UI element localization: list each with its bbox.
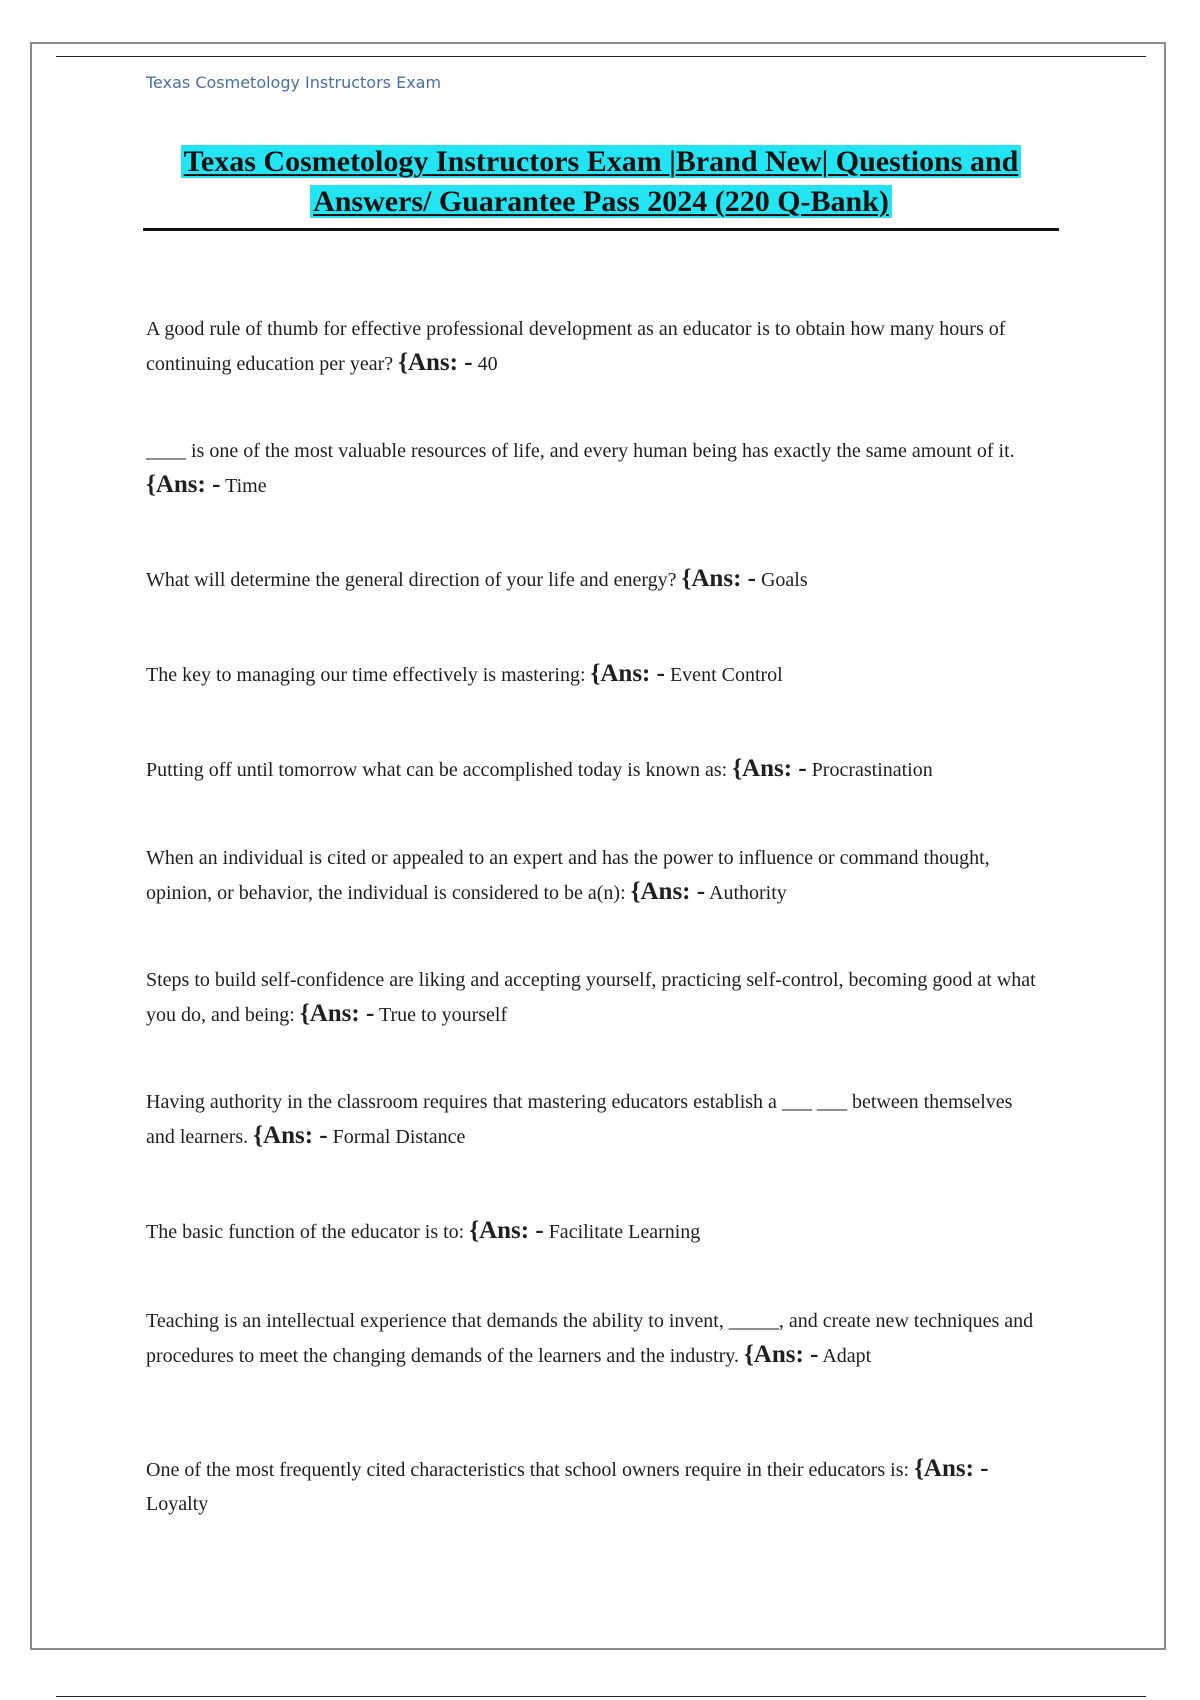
qa-item (146, 434, 1046, 503)
answer-text: Loyalty (146, 1493, 209, 1515)
question-text: Teaching is an intellectual experience that demands the ability to invent, _____, and create new techniques and procedures to meet the changing demands of the learners and the industry. (146, 1310, 1034, 1367)
answer-text: Event Control (669, 664, 783, 686)
answer-marker: {Ans: - (732, 755, 807, 782)
answer-text: Time (225, 475, 267, 497)
qa-item (146, 963, 1046, 1032)
answer-text: Goals (760, 569, 808, 591)
answer-marker: {Ans: - (681, 565, 756, 592)
answer-text: Procrastination (811, 759, 933, 781)
question-text: The key to managing our time effectively is mastering: (146, 664, 586, 686)
question-text: Steps to build self-confidence are liking and accepting yourself, practicing self-control, becoming good at what you do, and being: (146, 969, 1036, 1026)
question-text: The basic function of the educator is to: (146, 1221, 465, 1243)
answer-marker: {Ans: - (590, 660, 665, 687)
answer-marker: {Ans: - (914, 1455, 989, 1482)
question-text: ____ is one of the most valuable resources of life, and every human being has exactly the same amount of it. (146, 440, 1015, 462)
answer-text: Formal Distance (332, 1126, 466, 1148)
qa-item (146, 1304, 1046, 1373)
top-rule (56, 56, 1146, 57)
answer-text: Adapt (822, 1345, 872, 1367)
question-text: What will determine the general direction of your life and energy? (146, 569, 677, 591)
qa-item (146, 1452, 1046, 1521)
answer-marker: {Ans: - (469, 1217, 544, 1244)
running-header: Texas Cosmetology Instructors Exam (146, 73, 442, 92)
question-text: One of the most frequently cited characteristics that school owners require in their educators is: (146, 1459, 910, 1481)
answer-marker: {Ans: - (398, 349, 473, 376)
answer-marker: {Ans: - (146, 471, 221, 498)
qa-item (146, 312, 1046, 381)
answer-text: Authority (709, 882, 787, 904)
question-text: Having authority in the classroom requires that mastering educators establish a ___ ___ between themselves and learners. (146, 1091, 1013, 1148)
answer-text: True to yourself (378, 1004, 508, 1026)
qa-item (146, 562, 1046, 597)
document-title (143, 142, 1059, 222)
answer-text: Facilitate Learning (548, 1221, 701, 1243)
answer-marker: {Ans: - (299, 1000, 375, 1027)
title-line-1: Texas Cosmetology Instructors Exam |Brand New| Questions and (181, 145, 1022, 178)
answer-marker: {Ans: - (253, 1122, 328, 1149)
question-text: Putting off until tomorrow what can be accomplished today is known as: (146, 759, 728, 781)
bottom-rule (56, 1696, 1146, 1697)
qa-item (146, 657, 1046, 692)
title-rule (143, 228, 1059, 231)
qa-item (146, 752, 1046, 787)
question-text: When an individual is cited or appealed to an expert and has the power to influence or command thought, opinion, or behavior, the individual is considered to be a(n): (146, 847, 990, 904)
qa-item (146, 1085, 1046, 1154)
question-text: A good rule of thumb for effective professional development as an educator is to obtain how many hours of continuing education per year? (146, 318, 1006, 375)
answer-text: 40 (477, 353, 498, 375)
title-line-2: Answers/ Guarantee Pass 2024 (220 Q-Bank) (310, 185, 892, 218)
qa-item (146, 841, 1046, 910)
answer-marker: {Ans: - (743, 1341, 819, 1368)
qa-item (146, 1214, 1046, 1249)
answer-marker: {Ans: - (630, 878, 706, 905)
